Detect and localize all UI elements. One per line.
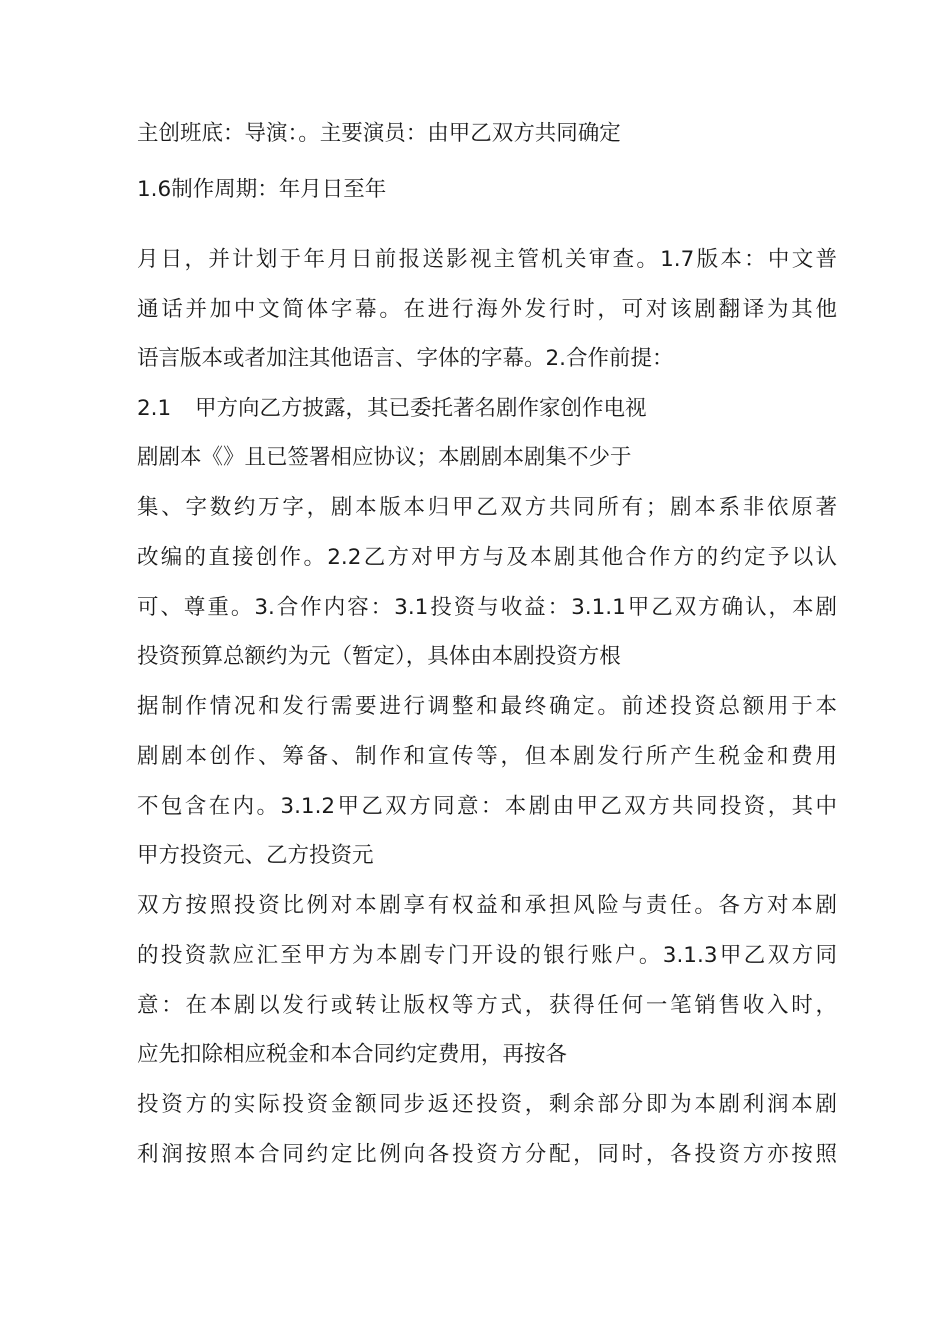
text-line: 甲方投资元、乙方投资元 bbox=[137, 843, 374, 868]
section-text: 甲方向乙方披露，其已委托著名剧作家创作电视 bbox=[195, 396, 647, 421]
text-line: 剧剧本《》且已签署相应协议；本剧剧本剧集不少于 bbox=[137, 445, 632, 470]
text-line: 利润按照本合同约定比例向各投资方分配，同时，各投资方亦按照 bbox=[137, 1142, 837, 1167]
section-number: 2.1 bbox=[137, 396, 172, 421]
text-line: 据制作情况和发行需要进行调整和最终确定。前述投资总额用于本 bbox=[137, 694, 837, 719]
text-line: 双方按照投资比例对本剧享有权益和承担风险与责任。各方对本剧 bbox=[137, 893, 837, 918]
text-line: 意：在本剧以发行或转让版权等方式，获得任何一笔销售收入时， bbox=[137, 993, 837, 1018]
text-line: 语言版本或者加注其他语言、字体的字幕。2.合作前提： bbox=[137, 346, 674, 371]
text-line: 集、字数约万字，剧本版本归甲乙双方共同所有；剧本系非依原著 bbox=[137, 495, 837, 520]
text-line: 不包含在内。3.1.2甲乙双方同意：本剧由甲乙双方共同投资，其中 bbox=[137, 794, 837, 819]
text-line: 的投资款应汇至甲方为本剧专门开设的银行账户。3.1.3甲乙双方同 bbox=[137, 943, 837, 968]
text-line bbox=[137, 394, 647, 424]
text-line: 1.6制作周期：年月日至年 bbox=[137, 177, 387, 202]
text-line: 可、尊重。3.合作内容：3.1投资与收益：3.1.1甲乙双方确认，本剧 bbox=[137, 595, 837, 620]
text-line: 主创班底：导演：。主要演员：由甲乙双方共同确定 bbox=[137, 121, 621, 146]
text-line: 投资方的实际投资金额同步返还投资，剩余部分即为本剧利润本剧 bbox=[137, 1092, 837, 1117]
text-line: 月日，并计划于年月日前报送影视主管机关审查。1.7版本：中文普 bbox=[137, 247, 837, 272]
text-line: 投资预算总额约为元（暂定），具体由本剧投资方根 bbox=[137, 644, 621, 669]
text-line: 通话并加中文简体字幕。在进行海外发行时，可对该剧翻译为其他 bbox=[137, 297, 837, 322]
text-line: 改编的直接创作。2.2乙方对甲方与及本剧其他合作方的约定予以认 bbox=[137, 545, 837, 570]
text-line: 剧剧本创作、筹备、制作和宣传等，但本剧发行所产生税金和费用 bbox=[137, 744, 837, 769]
text-line: 应先扣除相应税金和本合同约定费用，再按各 bbox=[137, 1042, 568, 1067]
